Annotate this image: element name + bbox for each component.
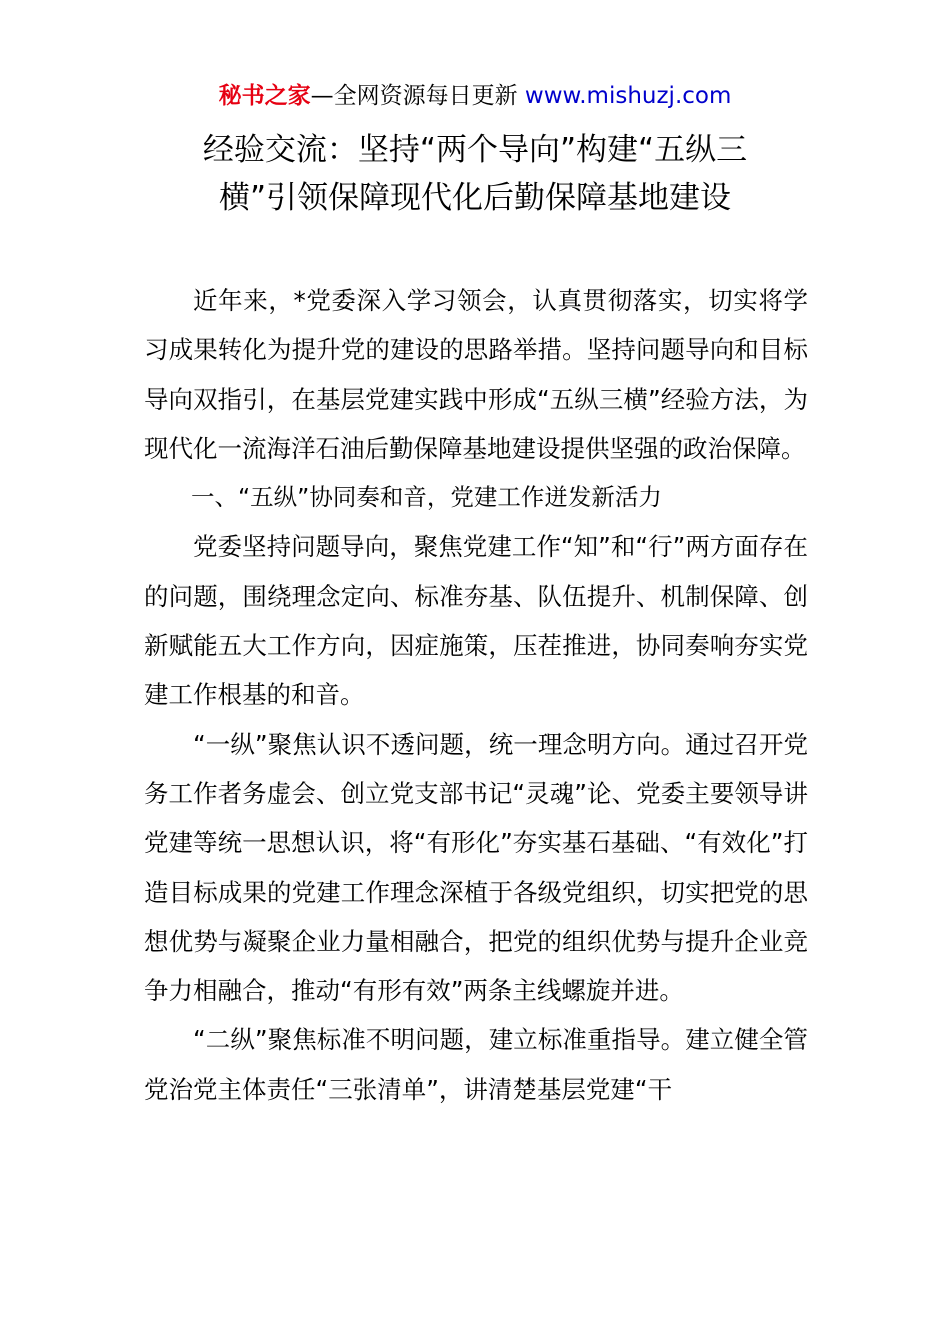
document-body [144,276,808,1114]
section-heading-1: 一、“五纵”协同奏和音，党建工作迸发新活力 [191,483,662,512]
site-url[interactable]: www.mishuzj.com [524,83,732,109]
title-line-2: 横”引领保障现代化后勤保障基地建设 [218,180,732,216]
site-brand: 秘书之家 [218,83,311,109]
paragraph-first-vertical: “一纵”聚焦认识不透问题，统一理念明方向。通过召开党务工作者务虚会、创立党支部书记“灵魂”论、党委主要领导讲党建等统一思想认识，将“有形化”夯实基石基础、“有效化”打造目标成果的党建工作理念深植于各级党组织，切实把党的思想优势与凝聚企业力量相融合，把党的组织优势与提升企业竞争力相融合，推动“有形有效”两条主线螺旋并进。 [144,729,808,1006]
site-header [0,80,950,112]
title-line-1: 经验交流：坚持“两个导向”构建“五纵三 [202,132,748,168]
paragraph-section-1-overview: 党委坚持问题导向，聚焦党建工作“知”和“行”两方面存在的问题，围绕理念定向、标准夯基、队伍提升、机制保障、创新赋能五大工作方向，因症施策，压茬推进，协同奏响夯实党建工作根基的和音。 [144,532,808,710]
site-slogan: —全网资源每日更新 [310,83,525,109]
document-title [0,126,950,222]
paragraph-intro: 近年来，*党委深入学习领会，认真贯彻落实，切实将学习成果转化为提升党的建设的思路举措。坚持问题导向和目标导向双指引，在基层党建实践中形成“五纵三横”经验方法，为现代化一流海洋石油后勤保障基地建设提供坚强的政治保障。 [144,286,808,463]
paragraph-second-vertical: “二纵”聚焦标准不明问题，建立标准重指导。建立健全管党治党主体责任“三张清单”，讲清楚基层党建“干 [144,1025,808,1104]
